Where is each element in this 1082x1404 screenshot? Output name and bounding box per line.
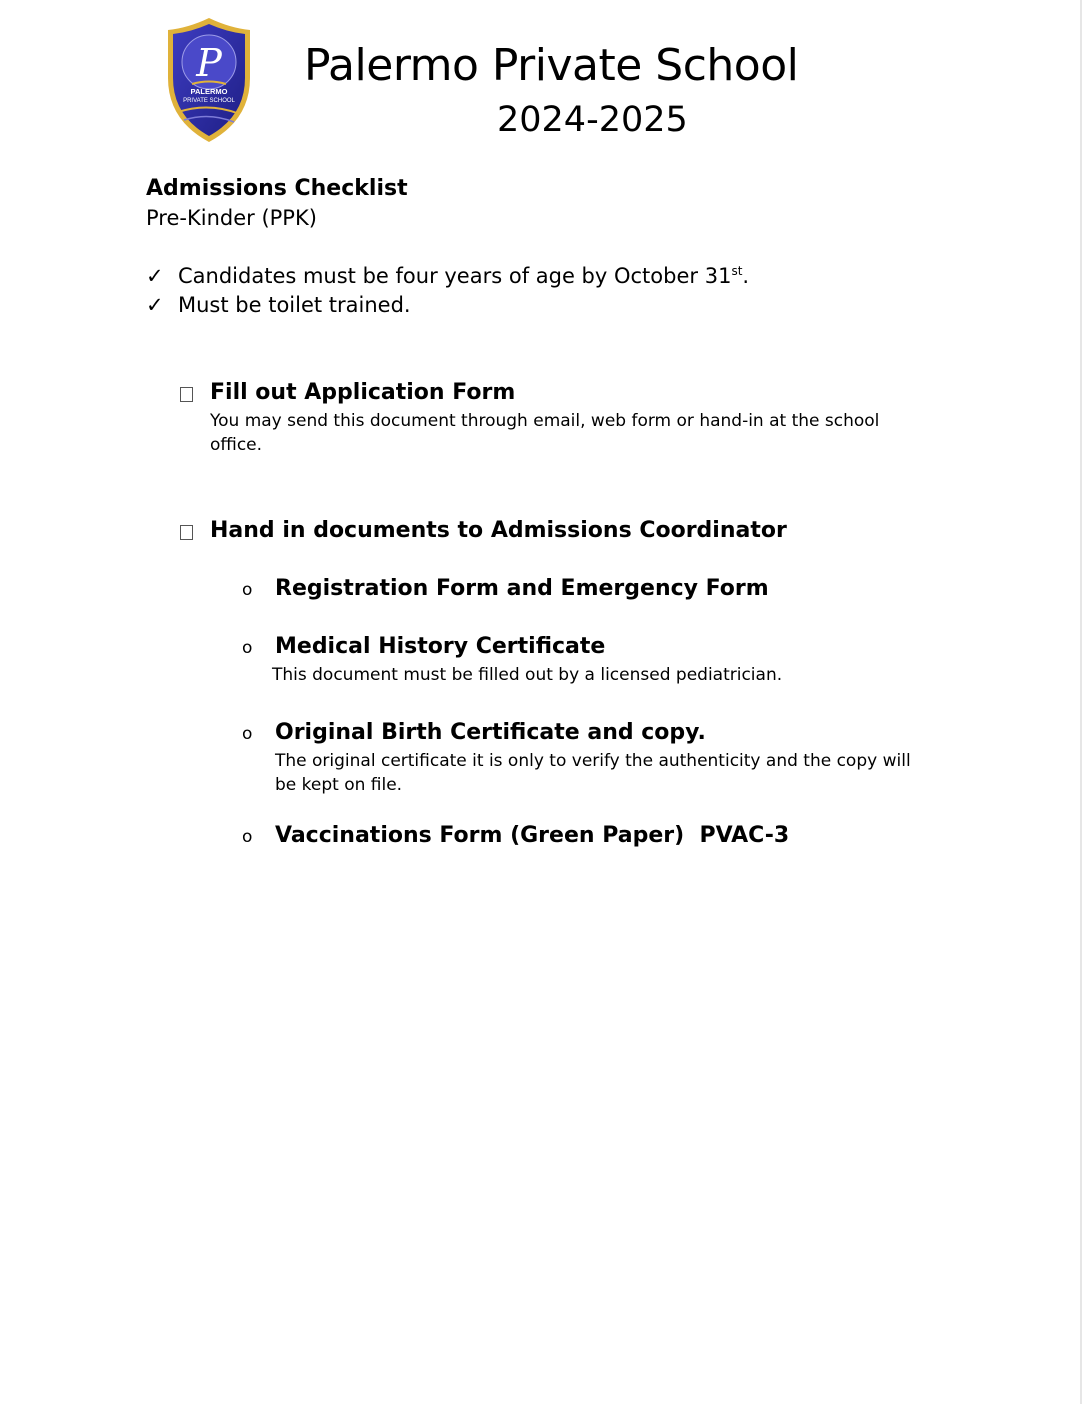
doc-birth-desc: The original certificate it is only to verify the authenticity and the copy will be kept on file.	[275, 751, 911, 795]
bullet-icon: o	[242, 638, 253, 658]
logo-text-line1: PALERMO	[190, 87, 228, 96]
doc-registration-title: Registration Form and Emergency Form	[275, 576, 769, 601]
ordinal-suffix: st	[731, 264, 743, 278]
checklist-heading: Admissions Checklist	[146, 176, 408, 201]
logo-text-line2: PRIVATE SCHOOL	[183, 98, 235, 104]
logo-monogram: P	[196, 41, 222, 85]
requirement-age	[146, 264, 749, 288]
bullet-icon: o	[242, 580, 253, 600]
requirement-punct: .	[742, 264, 750, 288]
doc-vaccinations-title: Vaccinations Form (Green Paper) PVAC-3	[275, 823, 790, 848]
bullet-icon: o	[242, 724, 253, 744]
doc-birth-title: Original Birth Certificate and copy.	[275, 720, 706, 745]
requirement-text: Must be toilet trained.	[178, 293, 411, 317]
bullet-icon: o	[242, 827, 253, 847]
step-application-title: Fill out Application Form	[210, 380, 516, 405]
requirement-toilet	[146, 293, 411, 317]
school-logo	[164, 16, 254, 144]
checkmark-icon: ✓	[146, 293, 164, 317]
checkbox-application[interactable]	[180, 387, 193, 402]
requirement-text: Candidates must be four years of age by October 31	[178, 264, 732, 288]
step-application-desc: You may send this document through email, web form or hand-in at the school office.	[210, 411, 880, 455]
grade-label: Pre-Kinder (PPK)	[146, 206, 317, 230]
doc-medical-desc: This document must be filled out by a licensed pediatrician.	[272, 665, 783, 685]
step-documents-title: Hand in documents to Admissions Coordinator	[210, 518, 787, 543]
checkbox-documents[interactable]	[180, 525, 193, 540]
doc-medical-title: Medical History Certificate	[275, 634, 606, 659]
school-name: Palermo Private School	[304, 40, 799, 91]
school-year: 2024-2025	[497, 100, 688, 140]
checkmark-icon: ✓	[146, 264, 164, 288]
